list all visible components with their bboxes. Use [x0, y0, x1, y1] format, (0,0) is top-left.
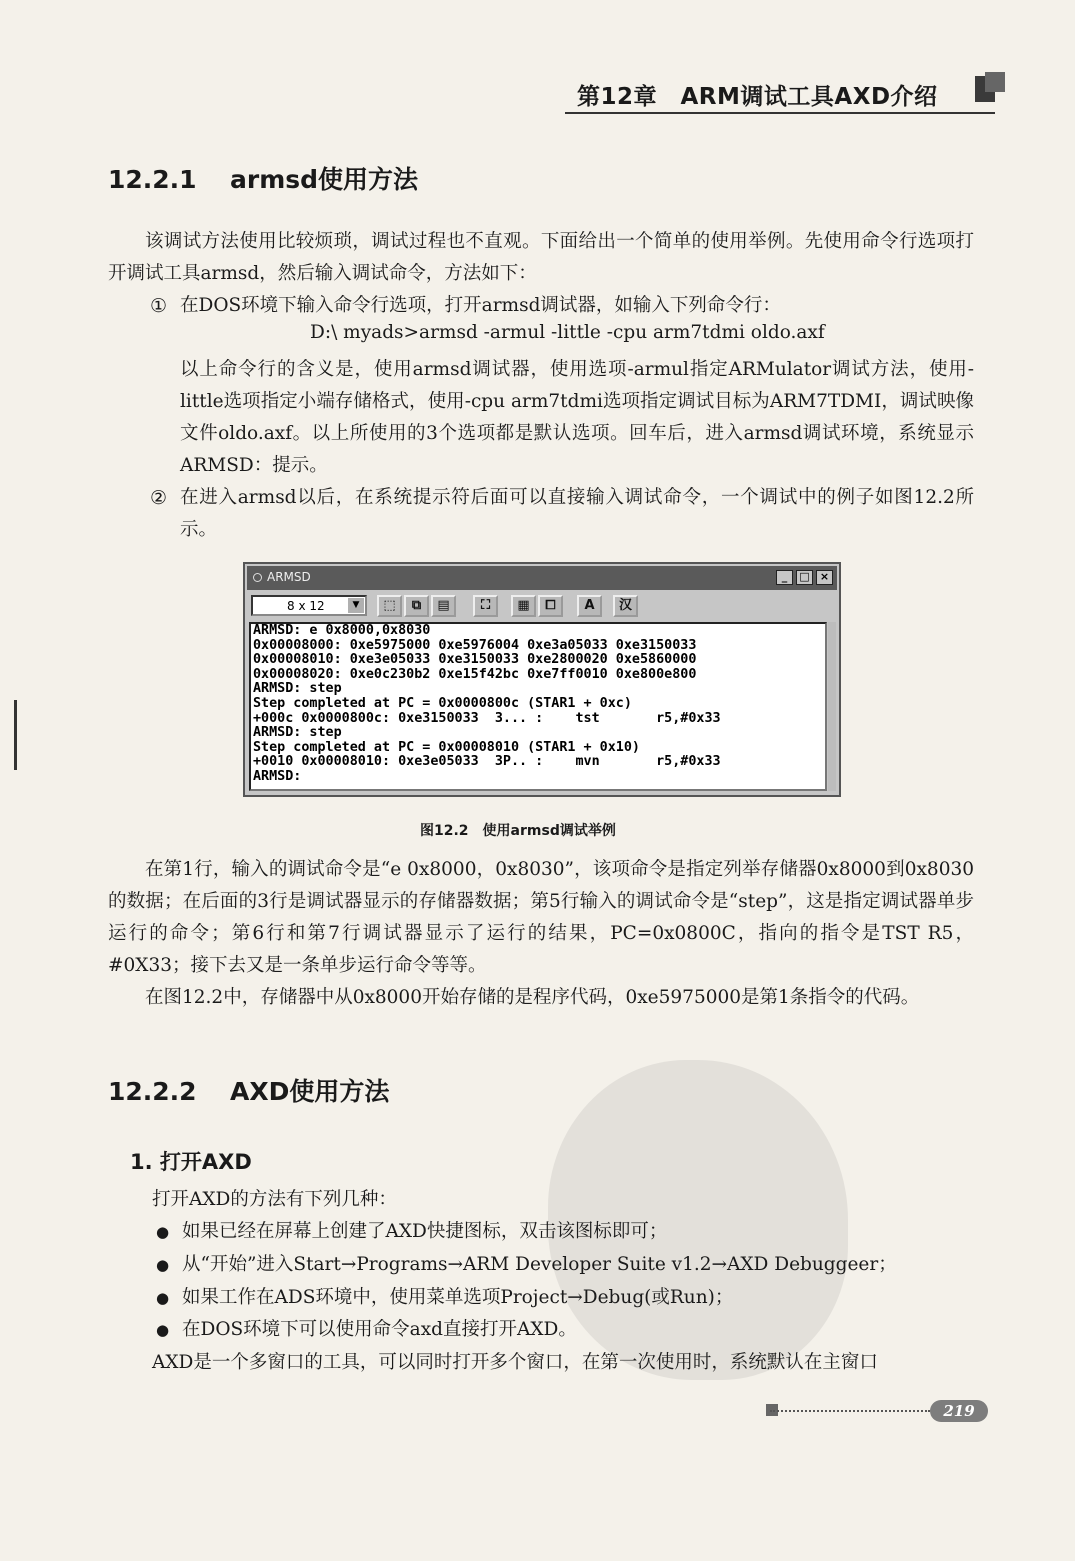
method-text: 从“开始”进入Start→Programs→ARM Developer Suite v1.2→AXD Debuggeer；: [182, 1254, 897, 1275]
console-line: 0x00008000: 0xe5975000 0xe5976004 0xe3a05033 0xe3150033: [253, 637, 697, 653]
armsd-console-window: [243, 562, 841, 797]
console-line: 0x00008010: 0xe3e05033 0xe3150033 0xe2800020 0xe5860000: [253, 652, 697, 668]
console-line: ARMSD: step: [253, 681, 342, 697]
font-icon[interactable]: A: [577, 595, 602, 617]
close-icon[interactable]: ×: [816, 570, 833, 585]
console-scrollbar[interactable]: [828, 622, 836, 791]
step-1-marker: ①: [150, 295, 168, 317]
properties-icon[interactable]: ▦: [511, 595, 536, 617]
method-item: [156, 1282, 734, 1314]
method-text: 如果已经在屏幕上创建了AXD快捷图标，双击该图标即可；: [182, 1221, 668, 1242]
mark-icon[interactable]: ⬚: [377, 595, 402, 617]
analysis-paragraph-2: 在图12.2中，存储器中从0x8000开始存储的是程序代码，0xe5975000是第1条指令的代码。: [145, 987, 920, 1008]
section-heading-1: [108, 160, 418, 196]
running-header: [565, 72, 1005, 116]
window-title: ARMSD: [267, 570, 311, 584]
section-title: AXD使用方法: [230, 1077, 390, 1106]
step-2-marker: ②: [150, 487, 168, 509]
bullet-icon: ●: [156, 1289, 170, 1307]
window-titlebar: [247, 566, 837, 590]
console-line: ARMSD: e 0x8000,0x8030: [253, 623, 431, 638]
console-line: ARMSD:: [253, 768, 302, 784]
section-heading-2: [108, 1072, 389, 1108]
bullet-icon: ●: [156, 1223, 170, 1241]
console-toolbar: [247, 592, 837, 620]
step-1: [150, 290, 980, 322]
method-item: [156, 1216, 668, 1248]
console-line: +0010 0x00008010: 0xe3e05033 3P.. : mvn r5,#0x33: [253, 754, 721, 770]
scan-edge-mark: [14, 700, 17, 770]
chapter-title: 第12章 ARM调试工具AXD介绍: [577, 84, 938, 110]
method-text: 如果工作在ADS环境中，使用菜单选项Project→Debug(或Run)；: [182, 1287, 734, 1308]
background-icon[interactable]: ⧠: [538, 595, 563, 617]
font-size-value: 8 x 12: [287, 599, 325, 613]
analysis-paragraph-1: 在第1行，输入的调试命令是“e 0x8000，0x8030”，该项命令是指定列举存储器0x8000到0x8030的数据；在后面的3行是调试器显示的存储器数据；第5行输入的调试命令是“step”，这是指定调试器单步运行的命令；第6行和第7行调试器显示了运行的结果，PC=0x0800C，指向的指令是TST R5，#0X33；接下去又是一条单步运行命令等等。: [108, 859, 974, 976]
section-number: 12.2.2: [108, 1077, 197, 1106]
methods-lead: 打开AXD的方法有下列几种：: [152, 1189, 397, 1210]
console-line: Step completed at PC = 0x00008010 (STAR1 + 0x10): [253, 739, 640, 755]
step-1-text: 在DOS环境下输入命令行选项，打开armsd调试器，如输入下列命令行：: [180, 295, 781, 316]
step-2-text: 在进入armsd以后，在系统提示符后面可以直接输入调试命令，一个调试中的例子如图12.2所示。: [180, 487, 974, 540]
method-text: 在DOS环境下可以使用命令axd直接打开AXD。: [182, 1319, 577, 1340]
method-item: [156, 1314, 577, 1346]
chevron-down-icon[interactable]: ▼: [348, 598, 364, 613]
page-number: 219: [930, 1400, 988, 1422]
fullscreen-icon[interactable]: ⛶: [473, 595, 498, 617]
section-number: 12.2.1: [108, 165, 197, 194]
console-line: ARMSD: step: [253, 725, 342, 741]
header-rule: [565, 112, 995, 114]
bullet-icon: ●: [156, 1256, 170, 1274]
maximize-icon[interactable]: □: [796, 570, 813, 585]
footer-rule: [770, 1410, 930, 1412]
closing-paragraph: AXD是一个多窗口的工具，可以同时打开多个窗口，在第一次使用时，系统默认在主窗口: [152, 1352, 878, 1373]
console-line: +000c 0x0000800c: 0xe3150033 3... : tst r5,#0x33: [253, 710, 721, 726]
figure-caption: 图12.2 使用armsd调试举例: [420, 823, 616, 839]
command-line: D:\ myads>armsd -armul -little -cpu arm7tdmi oldo.axf: [310, 322, 825, 343]
method-item: [156, 1249, 897, 1281]
explanation-paragraph: 以上命令行的含义是，使用armsd调试器，使用选项-armul指定ARMulator调试方法，使用-little选项指定小端存储格式，使用-cpu arm7tdmi选项指定调试目标为ARM7TDMI，调试映像文件oldo.axf。以上所使用的3个选项都是默认选项。回车后，进入armsd调试环境，系统显示ARMSD：提示。: [180, 359, 974, 476]
app-icon: [253, 573, 262, 582]
chinese-input-icon[interactable]: 汉: [613, 595, 638, 617]
minimize-icon[interactable]: _: [776, 570, 793, 585]
paste-icon[interactable]: ▤: [431, 595, 456, 617]
copy-icon[interactable]: ⧉: [404, 595, 429, 617]
console-output: [249, 622, 827, 791]
font-size-select[interactable]: [251, 595, 367, 616]
console-line: Step completed at PC = 0x0000800c (STAR1 + 0xc): [253, 695, 632, 711]
intro-paragraph: 该调试方法使用比较烦琐，调试过程也不直观。下面给出一个简单的使用举例。先使用命令行选项打开调试工具armsd，然后输入调试命令，方法如下：: [108, 231, 974, 284]
section-title: armsd使用方法: [230, 165, 419, 194]
step-2: [150, 482, 974, 546]
console-line: 0x00008020: 0xe0c230b2 0xe15f42bc 0xe7ff0010 0xe800e800: [253, 666, 697, 682]
subsection-heading: 1. 打开AXD: [130, 1150, 252, 1174]
header-ornament-2: [985, 72, 1005, 92]
bullet-icon: ●: [156, 1321, 170, 1339]
